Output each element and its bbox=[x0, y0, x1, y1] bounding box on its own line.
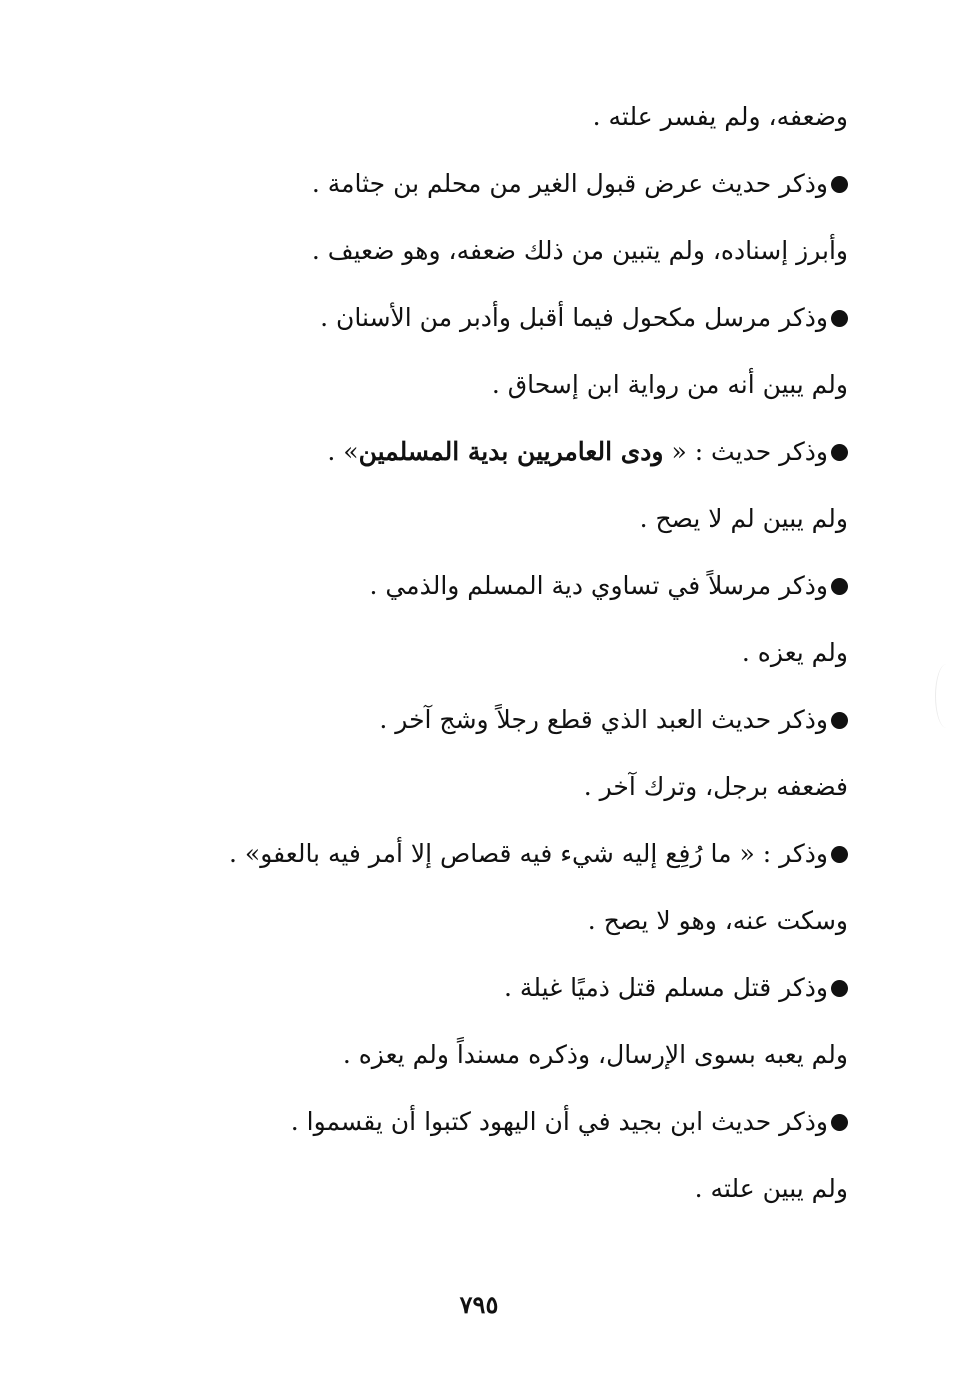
bullet-line bbox=[229, 831, 848, 898]
line-text: ولم يبين لم لا يصح . bbox=[639, 504, 848, 533]
bullet-icon bbox=[831, 444, 848, 461]
bullet-icon bbox=[831, 1114, 848, 1131]
bullet-line bbox=[288, 429, 848, 496]
line-text: وذكر : « ما رُفِع إليه شيء فيه قصاص إلا أمر فيه بالعفو» . bbox=[229, 839, 828, 868]
line-text: وذكر حديث ابن بجيد في أن اليهود كتبوا أن يقسموا . bbox=[290, 1107, 828, 1136]
text-line bbox=[288, 228, 848, 295]
text-line bbox=[288, 496, 848, 563]
line-text: ولم يعزه . bbox=[741, 638, 848, 667]
line-text: فضعفه برجل، وترك آخر . bbox=[583, 772, 848, 801]
line-text: ولم يبين علته . bbox=[694, 1174, 848, 1203]
text-line bbox=[288, 898, 848, 965]
bullet-line bbox=[288, 295, 848, 362]
line-text: وسكت عنه، وهو لا يصح . bbox=[587, 906, 848, 935]
bullet-line bbox=[288, 697, 848, 764]
bullet-icon bbox=[831, 176, 848, 193]
bullet-line bbox=[288, 965, 848, 1032]
line-text-suffix: » . bbox=[327, 437, 359, 466]
text-line bbox=[288, 362, 848, 429]
bullet-icon bbox=[831, 712, 848, 729]
bullet-line bbox=[288, 1099, 848, 1166]
line-text: ولم يبين أنه من رواية ابن إسحاق . bbox=[491, 370, 848, 399]
line-text: ولم يعبه بسوى الإرسال، وذكره مسنداً ولم يعزه . bbox=[342, 1040, 848, 1069]
bullet-line bbox=[288, 161, 848, 228]
text-line bbox=[288, 1166, 848, 1233]
line-text: وذكر حديث العبد الذي قطع رجلاً وشج آخر . bbox=[379, 705, 828, 734]
text-line bbox=[288, 94, 848, 161]
line-text-prefix: وذكر حديث : « bbox=[663, 437, 828, 466]
bullet-icon bbox=[831, 578, 848, 595]
page-edge-mark bbox=[935, 664, 958, 728]
quoted-hadith-text: ودى العامريين بدية المسلمين bbox=[358, 437, 664, 466]
text-line bbox=[288, 764, 848, 831]
page-body-text bbox=[229, 94, 848, 1233]
bullet-line bbox=[288, 563, 848, 630]
bullet-icon bbox=[831, 846, 848, 863]
line-text: وضعفه، ولم يفسر علته . bbox=[592, 102, 848, 131]
line-text: وذكر قتل مسلم قتل ذميًا غيلة . bbox=[504, 973, 828, 1002]
line-text: وذكر مرسلاً في تساوي دية المسلم والذمي . bbox=[369, 571, 828, 600]
bullet-icon bbox=[831, 310, 848, 327]
bullet-icon bbox=[831, 980, 848, 997]
line-text: وذكر حديث عرض قبول الغير من محلم بن جثامة . bbox=[311, 169, 828, 198]
page-number: ٧٩٥ bbox=[459, 1290, 499, 1319]
line-text: وذكر مرسل مكحول فيما أقبل وأدبر من الأسنان . bbox=[320, 303, 828, 332]
text-line bbox=[288, 1032, 848, 1099]
line-text: وأبرز إسناده، ولم يتبين من ذلك ضعفه، وهو ضعيف . bbox=[311, 236, 848, 265]
text-line bbox=[288, 630, 848, 697]
